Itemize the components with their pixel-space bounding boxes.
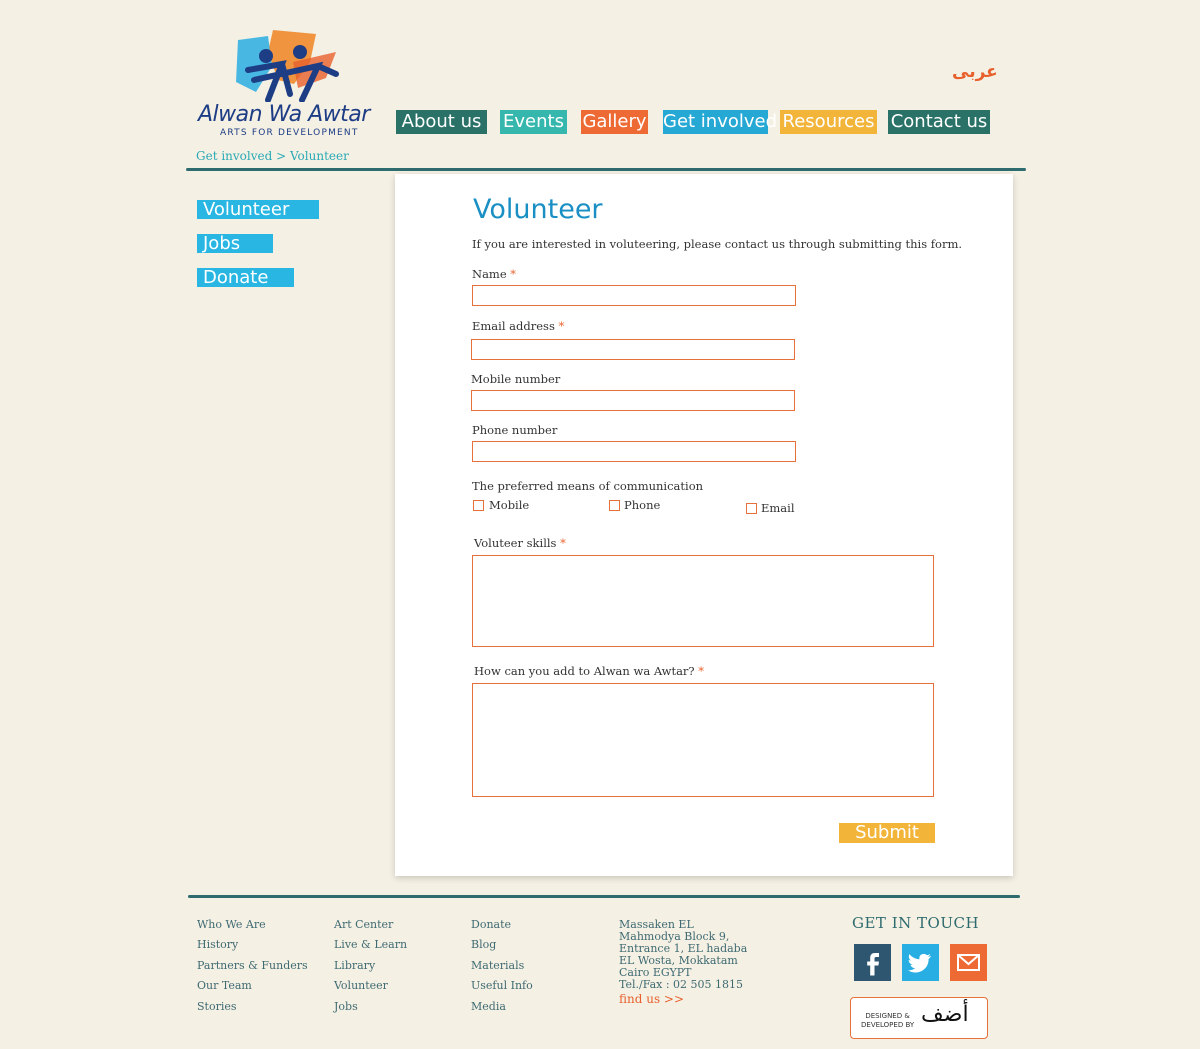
mobile-checkbox[interactable]: [473, 500, 484, 511]
designer-brand: أضف: [921, 1002, 969, 1027]
footer-link-media[interactable]: Media: [471, 1000, 506, 1013]
required-marker: *: [698, 664, 705, 678]
footer-link-who-we-are[interactable]: Who We Are: [197, 918, 266, 931]
footer-link-live-learn[interactable]: Live & Learn: [334, 938, 408, 951]
skills-label: Voluteer skills *: [474, 536, 566, 550]
footer-link-partners[interactable]: Partners & Funders: [197, 959, 308, 972]
mobile-option-label: Mobile: [489, 498, 530, 512]
contribution-label: How can you add to Alwan wa Awtar? *: [474, 664, 705, 678]
email-input[interactable]: [471, 339, 795, 360]
nav-gallery[interactable]: Gallery: [582, 111, 647, 132]
header-divider: [186, 168, 1026, 171]
mobile-input[interactable]: [471, 390, 795, 411]
footer-link-donate[interactable]: Donate: [471, 918, 512, 931]
address-line: Entrance 1, EL hadaba: [619, 942, 748, 955]
skills-textarea[interactable]: [472, 555, 934, 647]
logo-figures-icon: [198, 22, 380, 102]
get-in-touch-heading: GET IN TOUCH: [852, 914, 980, 932]
find-us-link[interactable]: find us >>: [619, 992, 685, 1006]
required-marker: *: [558, 319, 565, 333]
footer-link-useful-info[interactable]: Useful Info: [471, 979, 533, 992]
phone-input[interactable]: [472, 441, 796, 462]
twitter-icon[interactable]: [902, 944, 939, 981]
phone-checkbox[interactable]: [609, 500, 620, 511]
mobile-label: Mobile number: [471, 372, 561, 386]
form-intro: If you are interested in voluteering, please contact us through submitting this form.: [472, 237, 963, 251]
required-marker: *: [510, 267, 517, 281]
breadcrumb: [196, 149, 349, 163]
communication-label: The preferred means of communication: [472, 479, 704, 493]
nav-get-involved[interactable]: Get involved: [663, 111, 778, 132]
designed-by-badge[interactable]: [850, 997, 988, 1039]
facebook-icon[interactable]: [854, 944, 891, 981]
footer-link-volunteer[interactable]: Volunteer: [334, 979, 388, 992]
address-line: Massaken EL: [619, 918, 694, 931]
name-input[interactable]: [472, 285, 796, 306]
arabic-language-link[interactable]: عربى: [952, 62, 998, 82]
phone-fax: Tel./Fax : 02 505 1815: [619, 978, 744, 991]
breadcrumb-parent[interactable]: Get involved: [196, 149, 273, 163]
breadcrumb-current: Volunteer: [289, 149, 349, 163]
address-line: EL Wosta, Mokkatam: [619, 954, 738, 967]
breadcrumb-separator: >: [272, 149, 290, 163]
submit-button[interactable]: Submit: [839, 823, 935, 843]
address-line: Cairo EGYPT: [619, 966, 692, 979]
side-menu-volunteer[interactable]: Volunteer: [197, 200, 319, 219]
footer-link-blog[interactable]: Blog: [471, 938, 497, 951]
contribution-textarea[interactable]: [472, 683, 934, 797]
side-menu-donate[interactable]: Donate: [197, 268, 294, 287]
email-option-label: Email: [761, 501, 795, 515]
nav-events[interactable]: Events: [500, 110, 567, 134]
footer-link-art-center[interactable]: Art Center: [334, 918, 394, 931]
footer-divider: [188, 895, 1020, 898]
footer-link-stories[interactable]: Stories: [197, 1000, 237, 1013]
address-line: Mahmodya Block 9,: [619, 930, 730, 943]
phone-option-label: Phone: [624, 498, 661, 512]
footer-link-our-team[interactable]: Our Team: [197, 979, 252, 992]
nav-about-us[interactable]: About us: [396, 110, 487, 134]
side-menu-jobs[interactable]: Jobs: [197, 234, 273, 253]
nav-resources[interactable]: Resources: [780, 110, 877, 134]
email-icon[interactable]: [950, 944, 987, 981]
email-label: Email address *: [472, 319, 565, 333]
footer-link-library[interactable]: Library: [334, 959, 376, 972]
site-logo[interactable]: [198, 22, 380, 142]
designed-by-text: DESIGNED & DEVELOPED BY: [861, 1012, 915, 1029]
page-title: Volunteer: [473, 194, 603, 225]
phone-label: Phone number: [472, 423, 558, 437]
email-checkbox[interactable]: [746, 503, 757, 514]
nav-contact-us[interactable]: Contact us: [888, 110, 990, 134]
footer-link-materials[interactable]: Materials: [471, 959, 525, 972]
footer-link-history[interactable]: History: [197, 938, 239, 951]
footer-link-jobs[interactable]: Jobs: [334, 1000, 358, 1013]
logo-title: Alwan Wa Awtar: [198, 102, 370, 127]
required-marker: *: [560, 536, 566, 550]
name-label: Name *: [472, 267, 517, 281]
logo-subtitle: ARTS FOR DEVELOPMENT: [220, 128, 359, 138]
